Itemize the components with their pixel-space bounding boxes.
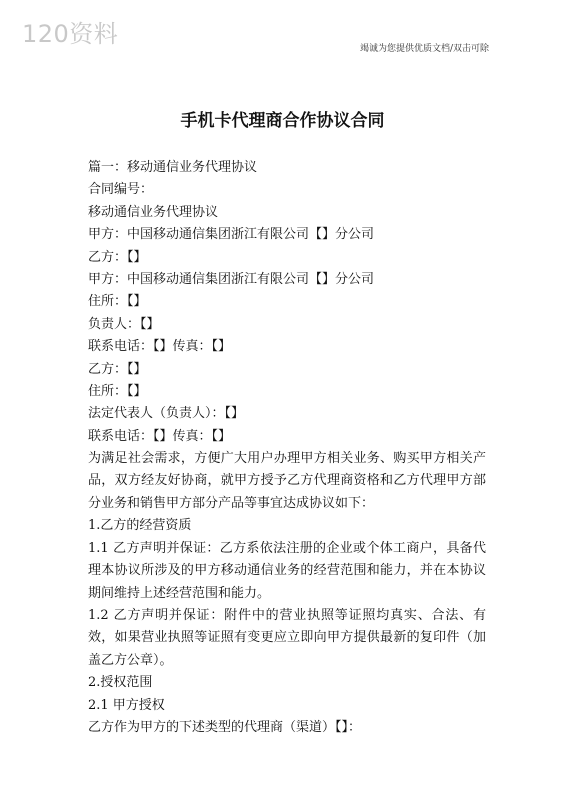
party-b-address: 住所：【】 [88,383,147,399]
contract-number-label: 合同编号： [88,182,154,198]
section-label: 篇一：移动通信业务代理协议 [88,160,258,175]
party-a-address: 住所：【】 [88,294,147,310]
clause-2-1-text: 乙方作为甲方的下述类型的代理商（渠道）【】： [88,719,362,735]
header-note: 竭诚为您提供优质文档/双击可除 [359,44,489,54]
intro-paragraph: 为满足社会需求，方便广大用户办理甲方相关业务、购买甲方相关产品，双方经友好协商，就甲方授予乙方代理商资格和乙方代理甲方部分业务和销售甲方部分产品等事宜达成协议如下： [88,451,486,511]
agreement-name: 移动通信业务代理协议 [88,204,219,220]
party-b-line-2: 乙方：【】 [88,361,147,377]
watermark-logo: 120资料 [22,20,119,48]
party-a-line: 甲方：中国移动通信集团浙江有限公司【】分公司 [88,227,375,243]
party-a-contact: 联系电话：【】传真：【】 [88,339,232,355]
party-a-line-2: 甲方：中国移动通信集团浙江有限公司【】分公司 [88,271,375,287]
party-b-contact: 联系电话：【】传真：【】 [88,428,232,444]
clause-1-2: 1.2 乙方声明并保证：附件中的营业执照等证照均真实、合法、有效，如果营业执照等证照有变更应立即向甲方提供最新的复印件（加盖乙方公章）。 [88,607,486,668]
party-b-line: 乙方：【】 [88,249,147,265]
section-1-heading: 1.乙方的经营资质 [88,518,192,534]
party-b-legal-rep: 法定代表人（负责人）：【】 [88,406,245,422]
party-a-representative: 负责人：【】 [88,316,160,332]
clause-2-1-heading: 2.1 甲方授权 [88,697,165,713]
clause-1-1: 1.1 乙方声明并保证：乙方系依法注册的企业或个体工商户，具备代理本协议所涉及的甲方移动通信业务的经营范围和能力，并在本协议期间维持上述经营范围和能力。 [88,540,486,601]
document-body [88,157,486,739]
section-2-heading: 2.授权范围 [88,675,153,691]
document-title: 手机卡代理商合作协议合同 [180,111,385,131]
